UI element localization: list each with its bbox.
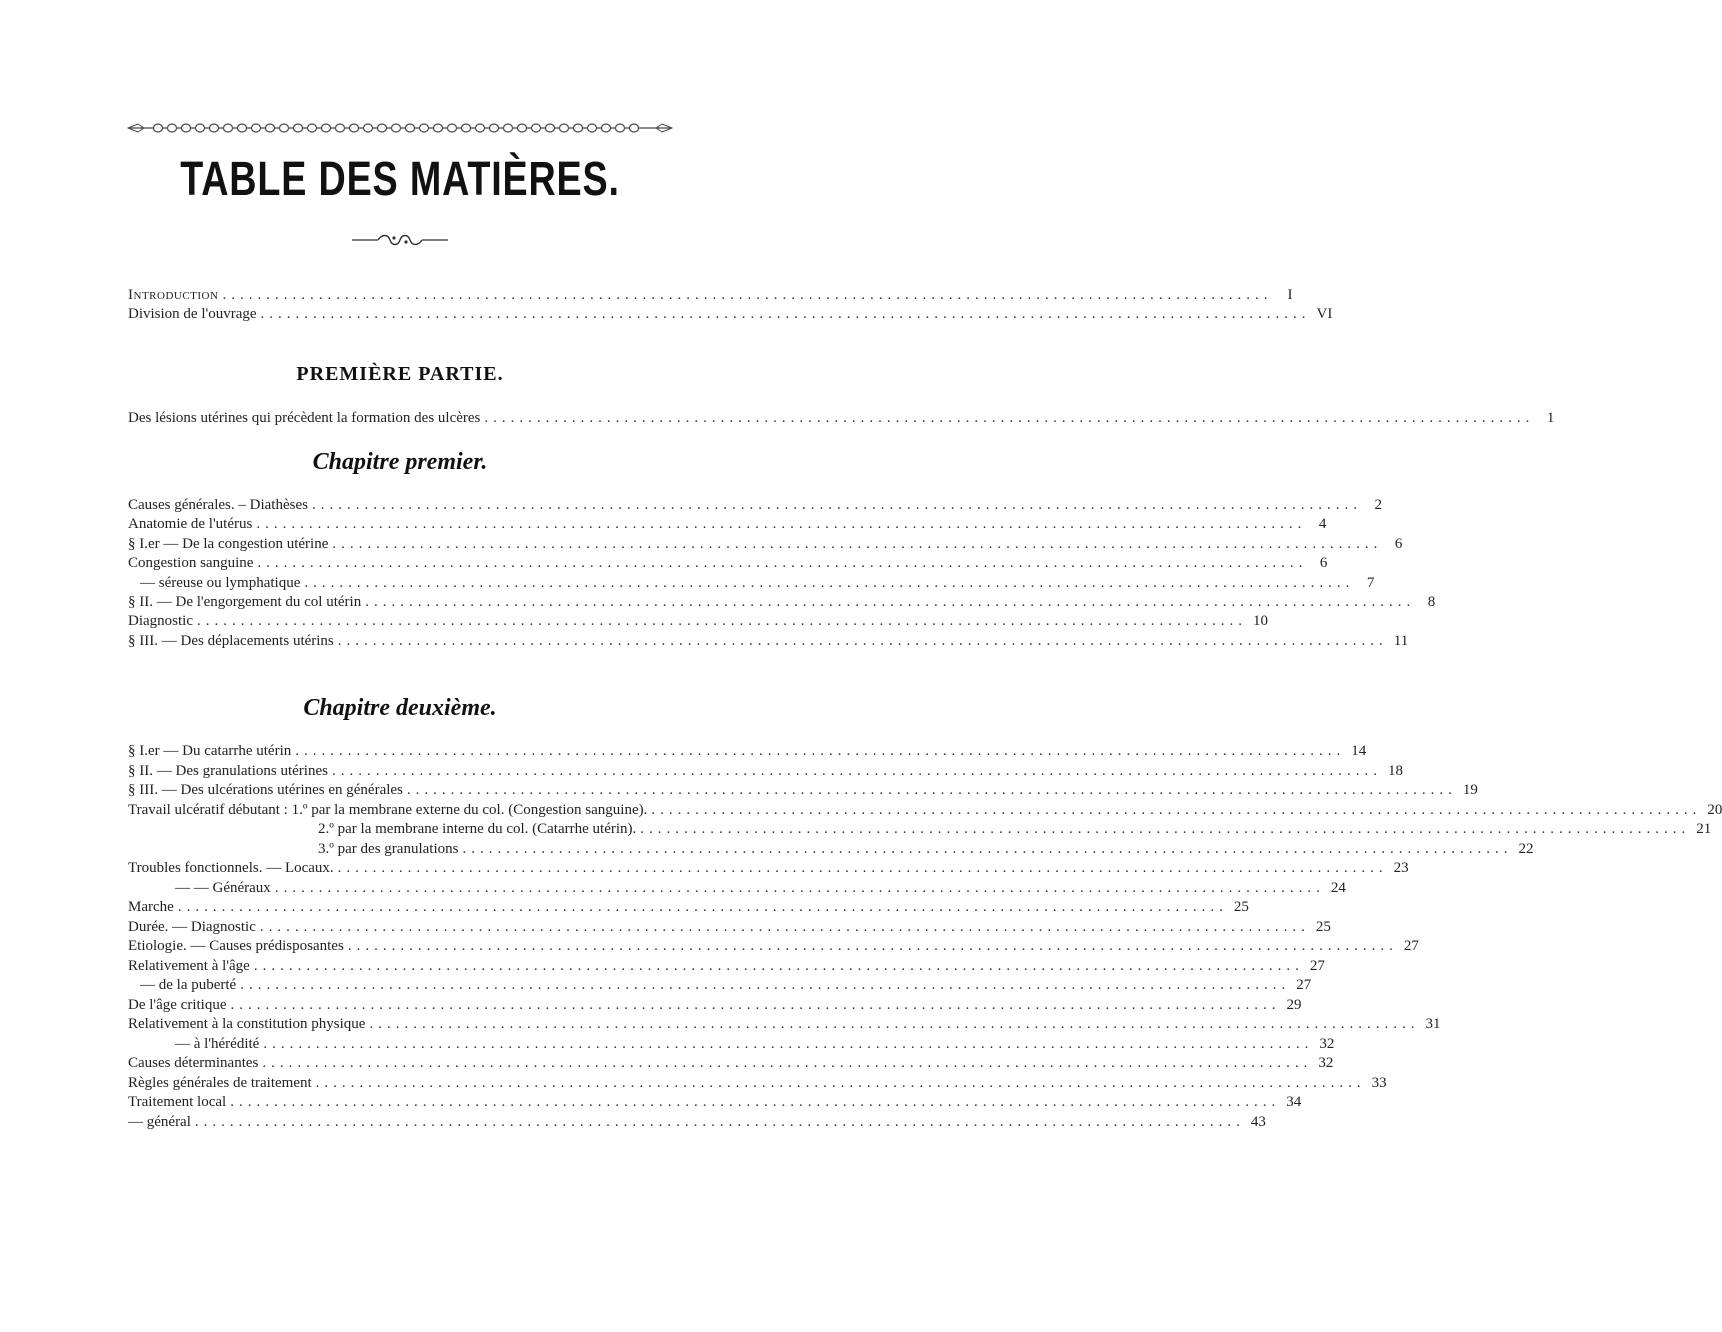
entry-label: — à l'hérédité xyxy=(175,1035,260,1052)
leader-dots: ........................................................................................................................ xyxy=(406,782,1457,798)
chapter-1-entry xyxy=(128,495,1382,515)
chapter-1-entry xyxy=(128,514,1327,534)
part-heading: PREMIÈRE PARTIE. xyxy=(296,363,504,385)
chapter-2-entry xyxy=(128,1014,1441,1034)
entry-label: Traitement local xyxy=(128,1094,227,1110)
chapter-1-entry xyxy=(128,631,1409,651)
entry-page-number: 34 xyxy=(1286,1094,1302,1110)
entry-page-number: 8 xyxy=(1427,594,1436,610)
entry-label: Marche xyxy=(128,899,174,915)
chapter-2-entry xyxy=(318,819,1712,839)
entry-label: De l'âge critique xyxy=(128,996,227,1013)
leader-dots: ........................................................................................................................ xyxy=(263,1035,1314,1052)
leader-dots: ........................................................................................................................ xyxy=(257,555,1308,572)
entry-label: Règles générales de traitement xyxy=(128,1074,312,1091)
entry-page-number: 23 xyxy=(1393,860,1409,876)
entry-label: — général xyxy=(128,1113,191,1130)
chapter-2-entry xyxy=(128,1053,1334,1073)
entry-label: Anatomie de l'utérus xyxy=(128,516,253,533)
entry-page-number: 27 xyxy=(1403,938,1419,954)
entry-page-number: 27 xyxy=(1296,977,1312,993)
entry-page-number: 24 xyxy=(1330,879,1346,896)
chapter-2-entry xyxy=(140,975,1312,995)
chapter-2-entry xyxy=(128,1073,1387,1093)
leader-dots: ........................................................................................................................ xyxy=(256,516,1307,533)
chapter-1-entry xyxy=(128,534,1403,554)
chapter-2-entry xyxy=(128,995,1302,1015)
leader-dots: ........................................................................................................................ xyxy=(177,899,1228,915)
leader-dots: ........................................................................................................................ xyxy=(332,535,1383,552)
leader-dots: ........................................................................................................................ xyxy=(197,613,1247,630)
chapter-1-entry xyxy=(140,573,1375,593)
chapter-1-heading: Chapitre premier. xyxy=(312,449,488,475)
entry-page-number: 33 xyxy=(1371,1074,1387,1091)
leader-dots: ........................................................................................................................ xyxy=(253,957,1304,974)
chapter-2-entry xyxy=(128,858,1409,878)
entry-page-number: 21 xyxy=(1696,821,1712,837)
chain-border-ornament xyxy=(128,118,672,138)
entry-page-number: 43 xyxy=(1250,1113,1266,1130)
entry-page-number: 6 xyxy=(1394,535,1403,552)
entry-page-number: 10 xyxy=(1253,613,1268,630)
entry-label: § II. — De l'engorgement du col utérin xyxy=(128,594,362,610)
chapter-2-entry xyxy=(128,761,1403,781)
entry-page-number: 25 xyxy=(1233,899,1249,915)
chapter-1-entry xyxy=(128,553,1328,573)
entry-page-number: 22 xyxy=(1518,840,1534,857)
chapter-2-entry xyxy=(128,936,1419,956)
leader-dots: ........................................................................................................................ xyxy=(259,918,1310,935)
leader-dots: ........................................................................................................................ xyxy=(347,938,1398,954)
entry-label: Congestion sanguine xyxy=(128,555,254,572)
chapter-2-heading: Chapitre deuxième. xyxy=(303,695,497,721)
entry-label: § I.er — De la congestion utérine xyxy=(128,535,329,552)
entry-page-number: 31 xyxy=(1425,1016,1441,1032)
entry-page-number: 11 xyxy=(1393,632,1409,649)
entry-page-number: 6 xyxy=(1319,555,1328,572)
leader-dots: ........................................................................................................................ xyxy=(274,879,1325,896)
leader-dots: ........................................................................................................................ xyxy=(337,860,1388,876)
leader-dots: ........................................................................................................................ xyxy=(315,1074,1366,1091)
entry-label: Causes générales. – Diathèses xyxy=(128,497,308,513)
leader-dots: ........................................................................................................................ xyxy=(311,497,1362,513)
entry-page-number: 14 xyxy=(1351,743,1367,759)
leader-dots: ........................................................................................................................ xyxy=(331,762,1382,779)
entry-page-number: 19 xyxy=(1462,782,1478,798)
entry-label: Causes déterminantes xyxy=(128,1055,259,1071)
entry-label: Diagnostic xyxy=(128,613,193,630)
entry-page-number: 2 xyxy=(1374,497,1382,513)
entry-page-number: 20 xyxy=(1707,801,1722,818)
entry-label: § III. — Des déplacements utérins xyxy=(128,632,334,649)
leader-dots: ........................................................................................................................ xyxy=(337,632,1388,649)
flourish-ornament xyxy=(350,232,450,248)
entry-label: Durée. — Diagnostic xyxy=(128,918,256,935)
entry-label: Relativement à la constitution physique xyxy=(128,1016,366,1032)
entry-label: — — Généraux xyxy=(175,879,271,896)
chapter-2-entry xyxy=(175,1034,1335,1054)
leader-dots: ........................................................................................................................ xyxy=(230,996,1281,1013)
leader-dots: ........................................................................................................................ xyxy=(369,1016,1420,1032)
entry-label: Troubles fonctionnels. — Locaux. xyxy=(128,860,334,876)
leader-dots: ........................................................................................................................ xyxy=(365,594,1416,610)
chapter-2-entry xyxy=(128,1092,1302,1112)
entry-page-number: 18 xyxy=(1387,762,1403,779)
entry-label: 2.º par la membrane interne du col. (Catarrhe utérin). xyxy=(318,821,637,837)
entry-page-number: 27 xyxy=(1309,957,1325,974)
leader-dots: ........................................................................................................................ xyxy=(651,801,1702,818)
entry-label: § III. — Des ulcérations utérines en générales xyxy=(128,782,403,798)
leader-dots: ........................................................................................................................ xyxy=(194,1113,1245,1130)
leader-dots: ........................................................................................................................ xyxy=(304,574,1355,591)
leader-dots: ........................................................................................................................ xyxy=(262,1055,1313,1071)
leader-dots: ........................................................................................................................ xyxy=(230,1094,1281,1110)
entry-page-number: 7 xyxy=(1366,574,1375,591)
entry-page-number: 4 xyxy=(1318,516,1327,533)
leader-dots: ........................................................................................................................ xyxy=(462,840,1513,857)
entry-label: § II. — Des granulations utérines xyxy=(128,762,328,779)
entry-page-number: 32 xyxy=(1319,1035,1335,1052)
entry-label: Travail ulcératif débutant : 1.º par la membrane externe du col. (Congestion sanguine). xyxy=(128,801,648,818)
entry-page-number: 25 xyxy=(1315,918,1331,935)
entry-page-number: 32 xyxy=(1318,1055,1334,1071)
chapter-2-entry xyxy=(128,917,1331,937)
toc-entry-division: Division de l'ouvrage ........................................................................................................................ VI xyxy=(128,306,1333,322)
chapter-1-entry xyxy=(128,611,1268,631)
chapter-2-entry xyxy=(128,800,1722,820)
chapter-2-entry xyxy=(175,878,1346,898)
chapter-2-entry xyxy=(128,741,1367,761)
chapter-1-entry xyxy=(128,592,1436,612)
leader-dots: ........................................................................................................................ xyxy=(484,410,1535,426)
entry-label: 3.º par des granulations xyxy=(318,840,459,857)
entry-label: Relativement à l'âge xyxy=(128,957,250,974)
toc-entry-part-intro: Des lésions utérines qui précèdent la formation des ulcères ........................................................................................................................ 1 xyxy=(128,410,1555,426)
leader-dots: ........................................................................................................................ xyxy=(260,306,1311,322)
entry-label: § I.er — Du catarrhe utérin xyxy=(128,743,292,759)
leader-dots: ........................................................................................................................ xyxy=(222,287,1273,303)
entry-label: — de la puberté xyxy=(140,977,237,993)
entry-label: — séreuse ou lymphatique xyxy=(140,574,301,591)
chapter-2-entry xyxy=(128,956,1325,976)
page-title: TABLE DES MATIÈRES. xyxy=(180,151,620,206)
entry-label: Etiologie. — Causes prédisposantes xyxy=(128,938,344,954)
entry-page-number: 29 xyxy=(1286,996,1302,1013)
chapter-2-entry xyxy=(128,780,1478,800)
chapter-2-entry xyxy=(128,1112,1266,1132)
leader-dots: ........................................................................................................................ xyxy=(640,821,1691,837)
leader-dots: ........................................................................................................................ xyxy=(295,743,1346,759)
chapter-2-entry xyxy=(318,839,1534,859)
toc-entry-introduction: Introduction ........................................................................................................................ I xyxy=(128,287,1293,303)
leader-dots: ........................................................................................................................ xyxy=(240,977,1291,993)
chapter-2-entry xyxy=(128,897,1249,917)
